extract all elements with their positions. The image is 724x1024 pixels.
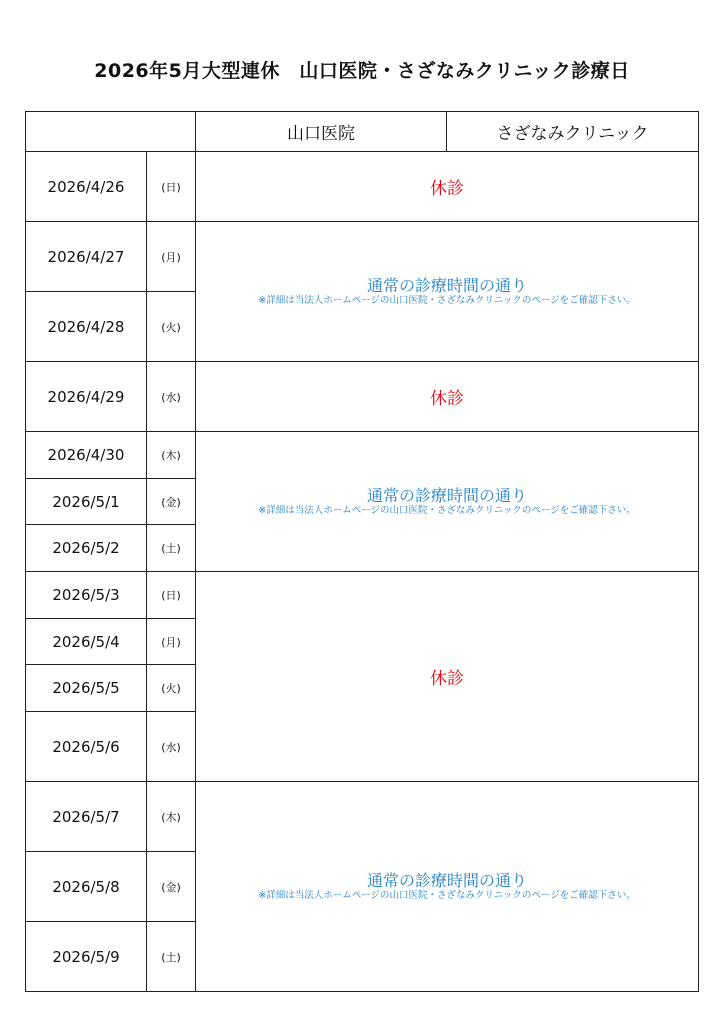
details-note: ※詳細は当法人ホームページの山口医院・さざなみクリニックのページをご確認下さい。: [258, 889, 636, 901]
weekday-cell: (月): [147, 619, 196, 665]
page-title: 2026年5月大型連休 山口医院・さざなみクリニック診療日: [94, 60, 630, 82]
date-cell: 2026/5/3: [26, 572, 147, 619]
date-cell: 2026/4/27: [26, 222, 147, 292]
table-row: [26, 152, 699, 222]
weekday-cell: (水): [147, 712, 196, 782]
date-cell: 2026/5/5: [26, 665, 147, 712]
closed-status-cell: 休診: [196, 362, 699, 432]
date-cell: 2026/4/28: [26, 292, 147, 362]
schedule-table: [25, 111, 699, 992]
date-cell: 2026/4/30: [26, 432, 147, 479]
table-row: [26, 572, 699, 619]
date-cell: 2026/5/8: [26, 852, 147, 922]
normal-hours-text: 通常の診療時間の通り: [366, 485, 527, 505]
closed-status-cell: 休診: [196, 152, 699, 222]
header-row: [26, 112, 699, 152]
normal-status-cell: [196, 782, 699, 992]
weekday-cell: (金): [147, 479, 196, 525]
date-cell: 2026/4/29: [26, 362, 147, 432]
table-row: [26, 432, 699, 479]
date-cell: 2026/5/9: [26, 922, 147, 992]
weekday-cell: (土): [147, 525, 196, 572]
weekday-cell: (金): [147, 852, 196, 922]
weekday-cell: (火): [147, 292, 196, 362]
date-cell: 2026/5/2: [26, 525, 147, 572]
table-row: [26, 222, 699, 292]
weekday-cell: (月): [147, 222, 196, 292]
date-cell: 2026/5/6: [26, 712, 147, 782]
header-blank-cell: [26, 112, 196, 152]
normal-status-cell: [196, 432, 699, 572]
details-note: ※詳細は当法人ホームページの山口医院・さざなみクリニックのページをご確認下さい。: [258, 504, 636, 516]
normal-hours-text: 通常の診療時間の通り: [366, 870, 527, 890]
details-note: ※詳細は当法人ホームページの山口医院・さざなみクリニックのページをご確認下さい。: [258, 294, 636, 306]
weekday-cell: (日): [147, 152, 196, 222]
weekday-cell: (水): [147, 362, 196, 432]
date-cell: 2026/5/7: [26, 782, 147, 852]
weekday-cell: (火): [147, 665, 196, 712]
weekday-cell: (土): [147, 922, 196, 992]
header-clinic-yamaguchi: 山口医院: [196, 112, 447, 152]
date-cell: 2026/5/4: [26, 619, 147, 665]
table-row: [26, 362, 699, 432]
table-row: [26, 782, 699, 852]
weekday-cell: (日): [147, 572, 196, 619]
weekday-cell: (木): [147, 432, 196, 479]
date-cell: 2026/4/26: [26, 152, 147, 222]
weekday-cell: (木): [147, 782, 196, 852]
date-cell: 2026/5/1: [26, 479, 147, 525]
normal-hours-text: 通常の診療時間の通り: [366, 275, 527, 295]
closed-status-cell: 休診: [196, 572, 699, 782]
normal-status-cell: [196, 222, 699, 362]
header-clinic-sazanami: さざなみクリニック: [447, 112, 699, 152]
